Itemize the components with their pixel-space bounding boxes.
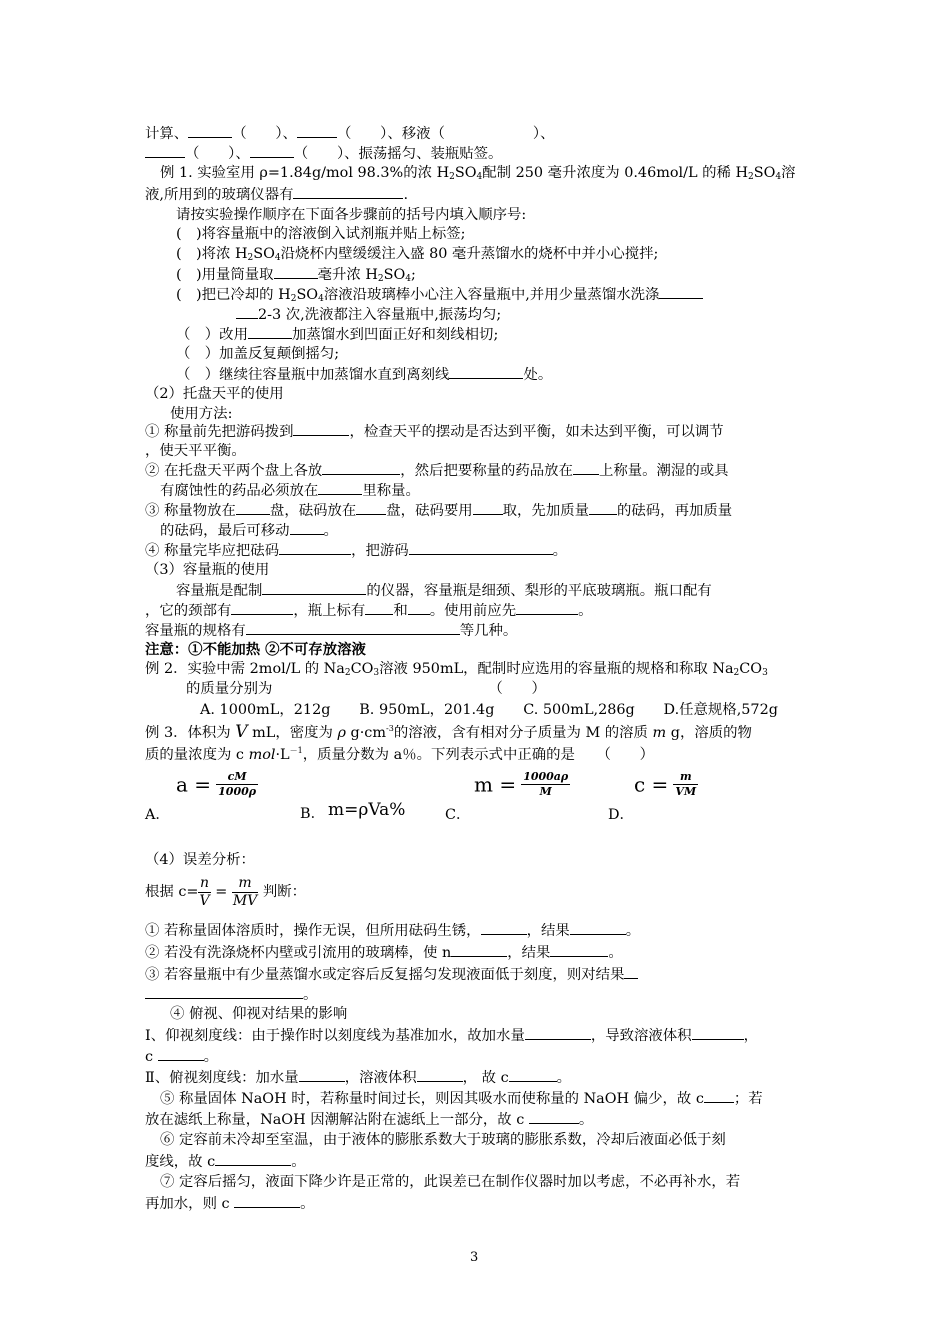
blank — [290, 520, 324, 535]
text: 质的量浓度为 c — [145, 747, 249, 763]
option-a-label: A． — [145, 807, 170, 823]
text: 再加水，则 c — [145, 1196, 230, 1212]
blank — [145, 984, 303, 999]
text: 的质量分别为 — [186, 681, 273, 697]
denominator: M — [539, 785, 552, 798]
text: 溶 — [781, 165, 796, 181]
blank — [589, 500, 617, 515]
example-1-line-2 — [145, 184, 408, 205]
blank — [299, 1067, 345, 1082]
text: 判断： — [258, 884, 307, 900]
text: 毫升浓 H — [317, 267, 378, 283]
text: 根据 c= — [145, 884, 199, 900]
example-3-line-1 — [145, 722, 752, 743]
numerator: n — [200, 874, 210, 891]
formula-c — [474, 770, 570, 799]
blank — [236, 304, 258, 319]
text: g，溶质的物 — [666, 725, 752, 741]
text: 沿烧杯内壁缓缓注入盛 80 毫升蒸馏水的烧杯中并小心搅拌; — [280, 246, 659, 262]
text: ① 称量前先把游码拨到 — [145, 424, 294, 440]
blank — [529, 1109, 579, 1124]
text: （ ）、 — [185, 146, 250, 162]
subscript: 2 — [344, 668, 351, 678]
text: 盘，砝码放在 — [269, 503, 357, 519]
example-1-line-1 — [160, 163, 796, 183]
error-3-cont — [145, 984, 317, 1005]
text: 。 — [323, 523, 338, 539]
blank — [234, 1193, 300, 1208]
text: 度线，故 c — [145, 1154, 216, 1170]
text: 。 — [303, 987, 318, 1003]
text: Ⅱ、俯视刻度线：加水量 — [145, 1070, 299, 1086]
text: mL，密度为 — [247, 725, 338, 741]
step-4 — [176, 284, 703, 305]
text: 。 — [608, 945, 623, 961]
text: ① 若称量固体溶质时，操作无误，但所用砝码生锈， — [145, 923, 481, 939]
example-3-line-2 — [145, 745, 654, 765]
subscript: 4 — [318, 294, 324, 304]
step-6: （ ）加盖反复颠倒摇匀; — [176, 346, 340, 362]
denominator: VM — [675, 785, 697, 798]
blank — [365, 600, 393, 615]
text: Ⅰ、仰视刻度线：由于操作时以刻度线为基准加水，故加水量 — [145, 1028, 525, 1044]
formula-lhs: m = — [474, 772, 517, 797]
blank — [145, 143, 185, 158]
blank — [188, 123, 232, 138]
superscript: －1 — [289, 746, 303, 755]
text: ( )将浓 H — [176, 246, 248, 262]
formula-lhs: a = — [176, 772, 212, 797]
section-2-heading: （2）托盘天平的使用 — [145, 386, 284, 402]
text: ，结果 — [507, 945, 551, 961]
step-4-cont — [236, 304, 501, 325]
usage-heading: 使用方法: — [170, 406, 233, 422]
text: ⑤ 称量固体 NaOH 时，若称量时间过长，则因其吸水而使称量的 NaOH 偏少，故 c — [160, 1091, 704, 1107]
text: ， — [743, 1028, 758, 1044]
blank — [570, 920, 626, 935]
text: ② 若没有洗涤烧杯内壁或引流用的玻璃棒，使 n — [145, 945, 452, 961]
fraction — [521, 770, 570, 799]
error-1 — [145, 920, 640, 941]
text: 液,所用到的玻璃仪器有 — [145, 187, 294, 203]
option-b-label: B． — [300, 806, 325, 822]
text: 放在滤纸上称量，NaOH 因潮解沾附在滤纸上一部分，故 c — [145, 1112, 525, 1128]
text: （ ）、振荡摇匀、装瓶贴签。 — [293, 146, 503, 162]
blank — [509, 1067, 557, 1082]
text: 上称量。潮湿的或具 — [598, 463, 729, 479]
blank — [481, 920, 527, 935]
steps-line-2 — [145, 143, 502, 164]
text: SO — [454, 165, 477, 181]
text: ，溶液体积 — [344, 1070, 417, 1086]
subscript: 2 — [733, 668, 740, 678]
subscript: 2 — [748, 172, 754, 182]
blank — [473, 500, 503, 515]
subscript: 4 — [775, 172, 782, 182]
error-5 — [160, 1088, 763, 1109]
text: CO — [739, 661, 763, 677]
step-2 — [176, 244, 658, 264]
text: 和 — [393, 603, 408, 619]
error-4-i-cont — [145, 1046, 218, 1067]
blank — [525, 1025, 591, 1040]
text: 例 2．实验中需 2mol/L 的 Na — [145, 661, 345, 677]
error-3 — [145, 964, 638, 985]
text: （ ）继续往容量瓶中加蒸馏水直到离刻线 — [176, 367, 450, 383]
fraction — [216, 770, 258, 799]
balance-2 — [145, 460, 729, 481]
numerator: m — [673, 770, 698, 785]
blank — [246, 620, 460, 635]
error-7-cont — [145, 1193, 315, 1214]
step-7 — [176, 364, 552, 385]
page-number: 3 — [470, 1250, 479, 1265]
blank — [279, 540, 351, 555]
blank — [250, 143, 294, 158]
text: ， 故 c — [462, 1070, 509, 1086]
numerator: cM — [216, 770, 258, 785]
blank — [322, 460, 400, 475]
text: 。 — [625, 923, 641, 939]
text: （ ）、 — [232, 126, 297, 142]
blank — [293, 421, 349, 436]
text: ·L — [275, 747, 290, 763]
text: CO — [350, 661, 374, 677]
text: 取，先加质量 — [502, 503, 589, 519]
text: ( )把已冷却的 H — [176, 287, 291, 303]
balance-2-cont — [160, 480, 420, 501]
section-4-heading: （4）误差分析： — [145, 852, 255, 868]
option-d-label: D． — [608, 807, 634, 823]
text: = — [215, 884, 228, 900]
text: ，质量分数为 a％。下列表示式中正确的是 （ ） — [302, 747, 655, 763]
blank — [659, 284, 703, 299]
text: mol — [248, 747, 276, 763]
formula-d — [634, 770, 698, 799]
step-5 — [176, 324, 498, 345]
text: ，瓶上标有 — [293, 603, 366, 619]
text: （ ）、移液（ — [336, 126, 445, 142]
text: ，它的颈部有 — [145, 603, 232, 619]
text: 的溶液，含有相对分子质量为 M 的溶质 — [393, 725, 653, 741]
blank — [318, 480, 362, 495]
text: 。 — [300, 1196, 315, 1212]
text: （ ）改用 — [176, 327, 248, 343]
balance-3 — [145, 500, 732, 521]
balance-4 — [145, 540, 567, 561]
balance-1-cont: ，使天平平衡。 — [145, 443, 246, 459]
denominator: MV — [232, 892, 258, 909]
formula-a — [176, 770, 258, 799]
blank — [356, 500, 386, 515]
text: （ ） — [488, 681, 546, 697]
text: 的仪器，容量瓶是细颈、梨形的平底玻璃瓶。瓶口配有 — [366, 583, 712, 599]
blank — [262, 580, 366, 595]
blank — [236, 500, 270, 515]
option-c-label: C． — [445, 807, 471, 823]
blank — [293, 184, 403, 199]
blank — [516, 600, 578, 615]
blank — [408, 600, 430, 615]
text: 加蒸馏水到凹面正好和刻线相切; — [291, 327, 499, 343]
text: ，结果 — [526, 923, 570, 939]
formula-b: m=ρVa% — [328, 800, 406, 820]
formula-lhs: c = — [634, 772, 669, 797]
text: 。 — [291, 1154, 306, 1170]
subscript: 4 — [405, 274, 411, 284]
subscript: 2 — [449, 172, 455, 182]
blank — [451, 942, 507, 957]
blank — [550, 942, 608, 957]
example-2-line-2 — [186, 679, 546, 699]
text: g·cm — [345, 725, 387, 741]
text: 配制 250 毫升浓度为 0.46mol/L 的稀 H — [482, 165, 749, 181]
text: 容量瓶的规格有 — [145, 623, 246, 639]
error-7: ⑦ 定容后摇匀，液面下降少许是正常的，此误差已在制作仪器时加以考虑，不必再补水，若 — [160, 1174, 741, 1190]
text: ；若 — [733, 1091, 763, 1107]
text: 。 — [578, 1112, 594, 1128]
text: 例 3．体积为 — [145, 725, 236, 741]
blank — [573, 460, 599, 475]
text: 等几种。 — [459, 623, 518, 639]
blank — [248, 324, 292, 339]
text: ，检查天平的摆动是否达到平衡，如未达到平衡，可以调节 — [349, 424, 724, 440]
fraction — [673, 770, 698, 799]
basis-formula — [145, 872, 306, 912]
text: 例 1. 实验室用 ρ=1.84g/mol 98.3%的浓 H — [160, 165, 450, 181]
blank — [215, 1151, 291, 1166]
text: ③ 若容量瓶中有少量蒸馏水或定容后反复摇匀发现液面低于刻度，则对结果 — [145, 967, 625, 983]
text: 的砝码，最后可移动 — [160, 523, 290, 539]
blank — [449, 364, 523, 379]
text: SO — [296, 287, 319, 303]
fraction-n-v — [198, 875, 210, 910]
error-5-cont — [145, 1109, 593, 1130]
text: 。 — [578, 603, 593, 619]
text: ）、 — [532, 126, 555, 142]
step-3 — [176, 264, 416, 285]
text: 的砝码，再加质量 — [617, 503, 733, 519]
subscript: 2 — [377, 274, 384, 284]
text: . — [403, 187, 409, 203]
flask-3 — [145, 620, 517, 641]
flask-2 — [145, 600, 593, 621]
example-2-options: A. 1000mL，212g B. 950mL，201.4g C. 500mL,286g D.任意规格,572g — [200, 702, 778, 718]
instruction: 请按实验操作顺序在下面各步骤前的括号内填入顺序号: — [176, 207, 527, 223]
balance-3-cont — [160, 520, 338, 541]
text: 。 — [552, 543, 568, 559]
text: ③ 称量物放在 — [145, 503, 236, 519]
step-1: ( )将容量瓶中的溶液倒入试剂瓶并贴上标签; — [176, 226, 466, 242]
subscript: 3 — [373, 668, 380, 678]
blank — [704, 1088, 734, 1103]
blank — [624, 964, 638, 979]
blank — [158, 1046, 204, 1061]
text: ρ — [337, 725, 346, 741]
text: 。 — [556, 1070, 572, 1086]
error-6-cont — [145, 1151, 306, 1172]
error-6: ⑥ 定容前未冷却至室温，由于液体的膨胀系数大于玻璃的膨胀系数，冷却后液面必低于刻 — [160, 1132, 726, 1148]
text: ; — [411, 267, 416, 283]
text: ，然后把要称量的药品放在 — [400, 463, 573, 479]
blank — [297, 123, 337, 138]
subscript: 2 — [290, 294, 297, 304]
numerator: 1000aρ — [523, 770, 569, 783]
text: 处。 — [523, 367, 553, 383]
section-3-heading: （3）容量瓶的使用 — [145, 562, 270, 578]
denominator: V — [199, 892, 210, 909]
blank — [409, 540, 553, 555]
blank — [692, 1025, 744, 1040]
steps-line-1 — [145, 123, 554, 144]
subscript: 4 — [274, 253, 281, 263]
fraction-m-mv — [232, 875, 258, 910]
error-4: ④ 俯视、仰视对结果的影响 — [170, 1006, 348, 1022]
error-4-ii — [145, 1067, 571, 1088]
text: ④ 称量完毕应把砝码 — [145, 543, 280, 559]
blank — [417, 1067, 463, 1082]
text: 盘，砝码要用 — [386, 503, 473, 519]
superscript: -3 — [386, 724, 394, 733]
text: m — [652, 725, 667, 741]
balance-1 — [145, 421, 724, 442]
blank — [274, 264, 318, 279]
note: 注意：①不能加热 ②不可存放溶液 — [145, 641, 366, 658]
error-2 — [145, 942, 623, 963]
text: SO — [383, 267, 406, 283]
text: ② 在托盘天平两个盘上各放 — [145, 463, 323, 479]
text: SO — [253, 246, 275, 262]
example-2-line-1 — [145, 659, 768, 679]
text: 有腐蚀性的药品必须放在 — [160, 483, 319, 499]
blank — [231, 600, 293, 615]
text: ，导致溶液体积 — [590, 1028, 692, 1044]
numerator: m — [232, 875, 258, 893]
text: 溶液沿玻璃棒小心注入容量瓶中,并用少量蒸馏水洗涤 — [323, 287, 660, 303]
text: 溶液 950mL，配制时应选用的容量瓶的规格和称取 Na — [379, 661, 734, 677]
text: ，把游码 — [351, 543, 409, 559]
error-4-i — [145, 1025, 758, 1046]
denominator: 1000ρ — [218, 785, 257, 798]
subscript: 3 — [762, 668, 768, 678]
text: 里称量。 — [362, 483, 420, 499]
subscript: 2 — [247, 253, 254, 263]
text: 容量瓶是配制 — [176, 583, 263, 599]
text: 计算、 — [145, 126, 189, 142]
subscript: 4 — [476, 172, 483, 182]
text: SO — [753, 165, 776, 181]
text: 2-3 次,洗液都注入容量瓶中,振荡均匀; — [258, 307, 502, 323]
text: 。使用前应先 — [429, 603, 517, 619]
text: 。 — [203, 1049, 219, 1065]
flask-1 — [176, 580, 712, 601]
text: ( )用量筒量取 — [176, 267, 274, 283]
text: V — [235, 722, 248, 742]
text: c — [145, 1049, 154, 1065]
